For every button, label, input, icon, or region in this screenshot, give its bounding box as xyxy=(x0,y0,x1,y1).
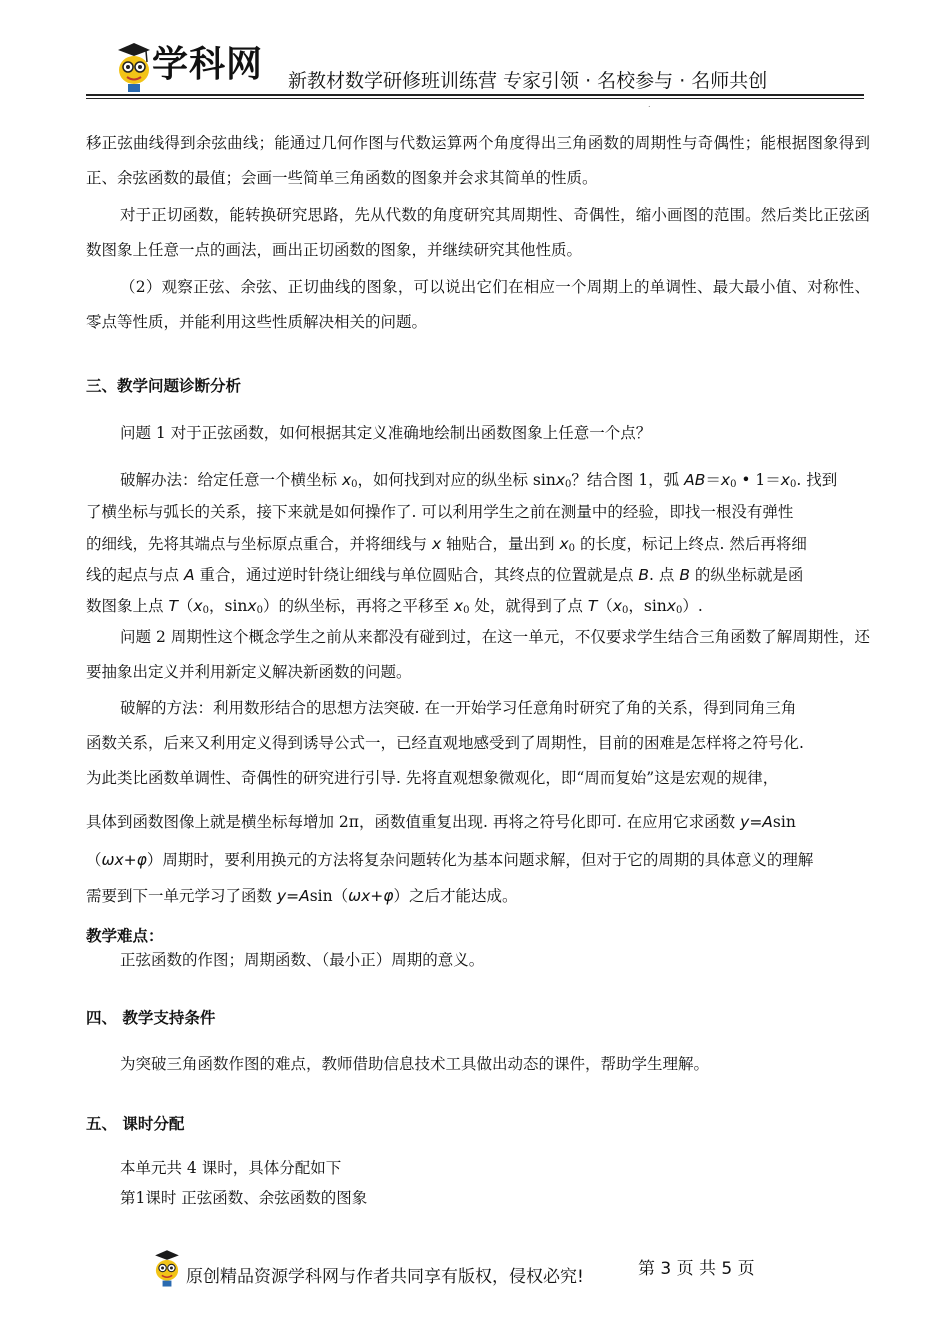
solution2-line5: （ωx+φ）周期时，要利用换元的方法将复杂问题转化为基本问题求解，但对于它的周期的具体意义的理解 xyxy=(86,851,814,869)
solution2-line3: 为此类比函数单调性、奇偶性的研究进行引导. 先将直观想象微观化，即“周而复始”这是宏观的规律， xyxy=(86,769,779,787)
header-rule-thin xyxy=(86,98,864,99)
difficulty-text: 正弦函数的作图；周期函数、（最小正）周期的意义。 xyxy=(120,951,485,969)
solution1-line5: 数图象上点 $T(x_0$，sinx$_0$）的纵坐标，再将之平移至 $x_0$ 处，就得到了点 $T(x_0$，sinx$_0$）. xyxy=(86,597,703,616)
solution1-line1: 破解办法：给定任意一个横坐标 $x_0$，如何找到对应的纵坐标 sinx$_0$？结合图 1，弧 $AB=x_0$ • $1=x_0$. 找到 xyxy=(120,471,838,490)
allocation-lesson-1: 第1课时 正弦函数、余弦函数的图象 xyxy=(120,1189,368,1207)
section-heading-allocation: 五、 课时分配 xyxy=(86,1115,185,1133)
page-number: 第 3 页 共 5 页 xyxy=(638,1259,755,1279)
header-slogan: 新教材数学研修班训练营 专家引领 · 名校参与 · 名师共创 xyxy=(288,70,768,92)
solution1-line3: 的细线，先将其端点与坐标原点重合，并将细线与 x 轴贴合，量出到 $x_0$ 的长度，标记上终点. 然后再将细 xyxy=(86,535,807,554)
paragraph-goals-continued: 移正弦曲线得到余弦曲线；能通过几何作图与代数运算两个角度得出三角函数的周期性与奇偶性；能根据图象得到正、余弦函数的最值；会画一些简单三角函数的图象并会求其简单的性质。 xyxy=(86,134,870,187)
solution2-line1: 破解的方法：利用数形结合的思想方法突破. 在一开始学习任意角时研究了角的关系，得到同角三角 xyxy=(120,699,797,717)
paragraph-tangent: 对于正切函数，能转换研究思路，先从代数的角度研究其周期性、奇偶性，缩小画图的范围。然后类比正弦函数图象上任意一点的画法，画出正切函数的图象，并继续研究其他性质。 xyxy=(86,206,870,259)
problem-2: 问题 2 周期性这个概念学生之前从来都没有碰到过，在这一单元，不仅要求学生结合三角函数了解周期性，还要抽象出定义并利用新定义解决新函数的问题。 xyxy=(86,628,870,681)
header-dot: . xyxy=(648,100,651,109)
mascot-logo-icon xyxy=(112,40,156,94)
allocation-intro: 本单元共 4 课时，具体分配如下 xyxy=(120,1159,342,1177)
section-heading-support: 四、 教学支持条件 xyxy=(86,1009,216,1027)
problem-1: 问题 1 对于正弦函数，如何根据其定义准确地绘制出函数图象上任意一个点？ xyxy=(120,424,652,442)
paragraph-observe-curves: （2）观察正弦、余弦、正切曲线的图象，可以说出它们在相应一个周期上的单调性、最大最小值、对称性、零点等性质，并能利用这些性质解决相关的问题。 xyxy=(86,278,870,331)
solution1-line2: 了横坐标与弧长的关系，接下来就是如何操作了. 可以利用学生之前在测量中的经验，即找一根没有弹性 xyxy=(86,503,794,521)
footer-mascot-icon xyxy=(150,1248,184,1288)
header-rule xyxy=(86,94,864,96)
section-heading-diagnosis: 三、教学问题诊断分析 xyxy=(86,377,242,395)
solution2-line4: 具体到函数图像上就是横坐标每增加 2π，函数值重复出现. 再将之符号化即可. 在应用它求函数 y=Asin xyxy=(86,813,796,831)
solution2-line2: 函数关系，后来又利用定义得到诱导公式一，已经直观地感受到了周期性，目前的困难是怎样将之符号化. xyxy=(86,734,804,752)
solution1-line4: 线的起点与点 A 重合，通过逆时针绕让细线与单位圆贴合，其终点的位置就是点 B. 点 B 的纵坐标就是函 xyxy=(86,566,804,584)
brand-logo-text: 学科网 xyxy=(152,44,264,85)
support-text: 为突破三角函数作图的难点，教师借助信息技术工具做出动态的课件，帮助学生理解。 xyxy=(120,1055,710,1073)
difficulty-heading: 教学难点： xyxy=(86,927,164,945)
solution2-line6: 需要到下一单元学习了函数 y=Asin（ωx+φ）之后才能达成。 xyxy=(86,887,518,905)
footer-copyright: 原创精品资源学科网与作者共同享有版权，侵权必究! xyxy=(186,1267,584,1287)
